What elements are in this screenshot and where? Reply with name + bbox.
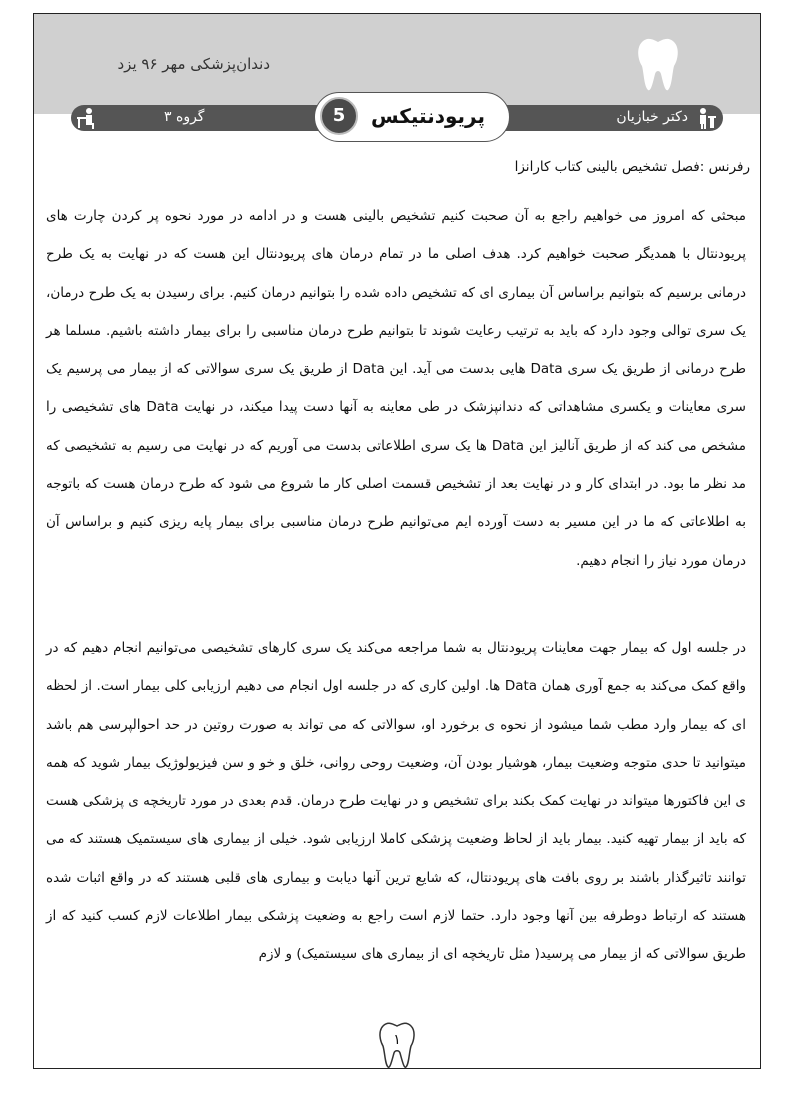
group-label: گروه ۳ xyxy=(164,109,205,125)
tooth-outline-page-number-icon xyxy=(377,1020,417,1069)
lecture-title-box xyxy=(314,92,510,142)
body-paragraph-2: در جلسه اول که بیمار جهت معاینات پریودنتال به شما مراجعه می‌کند یک سری کارهای تشخیصی می‌توانیم انجام دهیم که در واقع کمک می‌کند به جمع آوری همان Data ها. اولین کاری که در جلسه اول انجام می دهیم ارزیابی کلی بیمار است. از لحظه ای که بیمار وارد مطب شما میشود از نحوه ی برخورد او، سوالاتی که می تواند به صورت روتین در حد احوالپرسی هم باشد میتوانید تا حدی متوجه وضعیت بیمار، هوشیار بودن آن، وضعیت روحی روانی، خلق و خو و سن فیزیولوژیک بیمار شوید که همه ی این فاکتورها میتواند در نهایت کمک بکند برای تشخیص و در نهایت طرح درمان. قدم بعدی در مورد تاریخچه ی پزشکی هست که باید از بیمار تهیه کنید. بیمار باید از لحاظ وضعیت پزشکی کاملا ارزیابی شود. خیلی از بیماری های سیستمیک هستند که می توانند تاثیرگذار باشند بر روی بافت های پریودنتال، که شایع ترین آنها دیابت و بیماری های قلبی هستند که در واقع اثبات شده هستند که ارتباط دوطرفه بین آنها وجود دارد. حتما لازم است راجع به وضعیت پزشکی بیمار اطلاعات لازم کسب کنید که از طریق سوالاتی که از بیمار می پرسید( مثل تاریخچه ای از بیماری های سیستمیک) و لازم xyxy=(46,640,746,963)
lecturer-at-podium-icon xyxy=(694,106,720,130)
tooth-icon xyxy=(634,36,682,92)
page-frame xyxy=(33,13,761,1069)
reference-line: رفرنس :فصل تشخیص بالینی کتاب کارانزا xyxy=(514,159,750,175)
body-paragraph-1: مبحثی که امروز می خواهیم راجع به آن صحبت کنیم تشخیص بالینی هست و در ادامه در مورد نحوه پر کردن چارت های پریودنتال با همدیگر صحبت خواهیم کرد. هدف اصلی ما در تمام درمان های پریودنتال این هست که در نهایت به یک طرح درمانی برسیم که بتوانیم براساس آن بیماری ای که تشخیص داده شده را بتوانیم درمان کنیم. برای رسیدن به یک طرح درمان، یک سری توالی وجود دارد که باید به ترتیب رعایت شوند تا بتوانیم طرح درمان مناسبی را برای بیمار داشته باشیم. مسلما هر طرح درمانی از طریق یک سری Data هایی بدست می آید. این Data از طریق یک سری سوالاتی که از بیمار می پرسیم یک سری معاینات و یکسری مشاهداتی که دندانپزشک در طی معاینه به آنها دست پیدا میکند، در نهایت Data های تشخیصی را مشخص می کند که از طریق آنالیز این Data ها یک سری اطلاعاتی بدست می آوریم که در نهایت می رسیم به تشخیصی که مد نظر ما بود. در ابتدای کار و در نهایت بعد از تشخیص قسمت اصلی کار ما شروع می شود که طرح درمان هست که باتوجه به اطلاعاتی که ما در این مسیر به دست آورده ایم می‌توانیم طرح درمان مناسبی برای بیمار پایه ریزی کنیم و براساس آن درمان مورد نیاز را انجام دهیم. xyxy=(46,208,747,569)
course-title: دندان‌پزشکی مهر ۹۶ یزد xyxy=(117,55,270,73)
page-number: ۱ xyxy=(393,1032,401,1048)
student-at-desk-icon xyxy=(74,106,100,130)
lecture-title: پریودنتیکس xyxy=(370,104,485,128)
doctor-name: دکتر خبازیان xyxy=(616,109,688,125)
chapter-number-badge: 5 xyxy=(320,97,358,135)
